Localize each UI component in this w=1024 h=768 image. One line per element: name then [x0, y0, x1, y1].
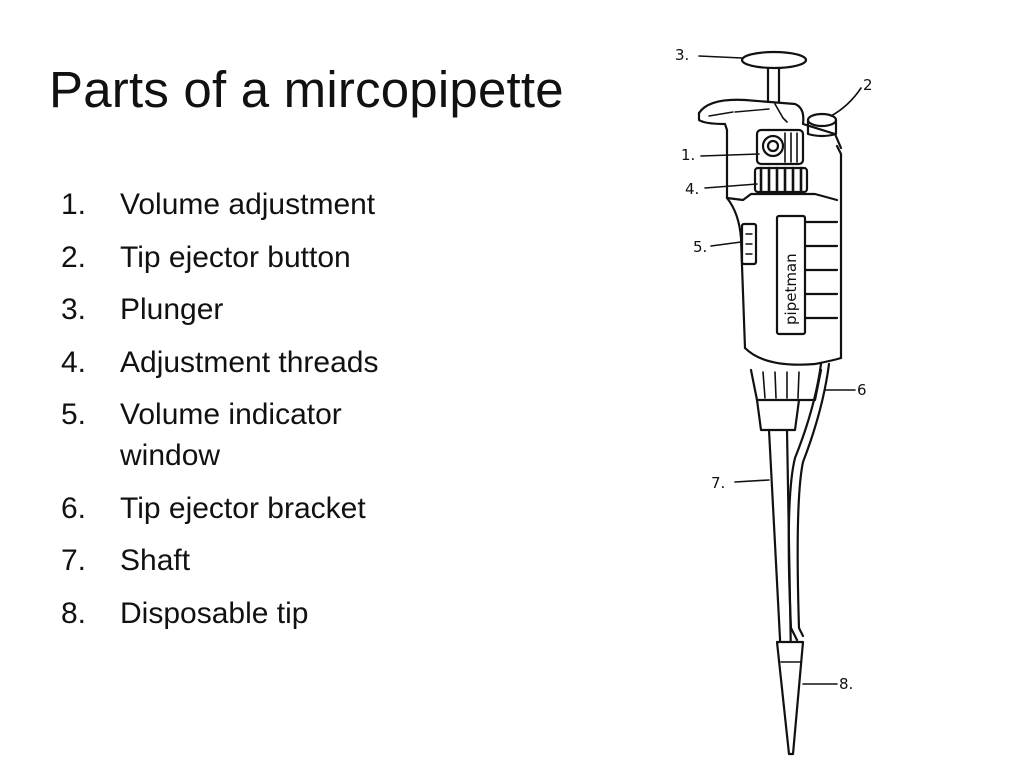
list-item-number: 1.: [61, 188, 87, 221]
pipette-diagram: [665, 38, 895, 760]
list-item-number: 2.: [61, 240, 87, 274]
tip-ejector-bracket-part: [789, 364, 829, 640]
list-item-number: 8.: [61, 596, 87, 630]
list-item: [61, 184, 481, 225]
parts-list: [61, 184, 481, 645]
list-item: [61, 237, 481, 278]
callout-3: 3.: [675, 46, 690, 64]
list-item: [61, 593, 481, 634]
list-item-text: Plunger: [120, 293, 224, 326]
list-item-number: 5.: [61, 398, 87, 431]
list-item-number: 6.: [61, 491, 87, 525]
list-item: [61, 289, 481, 330]
callout-5: 5.: [693, 238, 708, 256]
callout-7: 7.: [711, 474, 726, 492]
list-item-number: 3.: [61, 293, 87, 326]
callout-6: 6: [857, 381, 867, 399]
list-item-text: Adjustment threads: [120, 345, 379, 379]
volume-adjustment-knob-part: [757, 130, 803, 164]
volume-indicator-window-part: [742, 224, 756, 264]
list-item-number: 4.: [61, 345, 87, 379]
callout-2: 2: [863, 76, 873, 94]
callout-1: 1.: [681, 146, 696, 164]
callout-4: 4.: [685, 180, 700, 198]
plunger-part: [742, 52, 806, 102]
list-item: [61, 540, 481, 581]
disposable-tip-part: [777, 642, 803, 754]
adjustment-threads-part: [755, 168, 807, 192]
list-item-number: 7.: [61, 544, 87, 577]
callout-8: 8.: [839, 675, 854, 693]
list-item: [61, 394, 481, 476]
list-item-text: Shaft: [120, 544, 191, 577]
list-item: [61, 342, 481, 383]
list-item-text: Disposable tip: [120, 596, 309, 630]
list-item: [61, 488, 481, 529]
slide-title: Parts of a mircopipette: [49, 61, 564, 118]
pipette-illustration: [665, 38, 895, 760]
list-item-text: Volume indicator window: [120, 398, 342, 472]
brand-label: pipetman: [782, 253, 800, 325]
collar-part: [751, 370, 821, 430]
list-item-text: Volume adjustment: [120, 188, 376, 221]
list-item-text: Tip ejector bracket: [120, 491, 366, 525]
list-item-text: Tip ejector button: [120, 240, 351, 274]
